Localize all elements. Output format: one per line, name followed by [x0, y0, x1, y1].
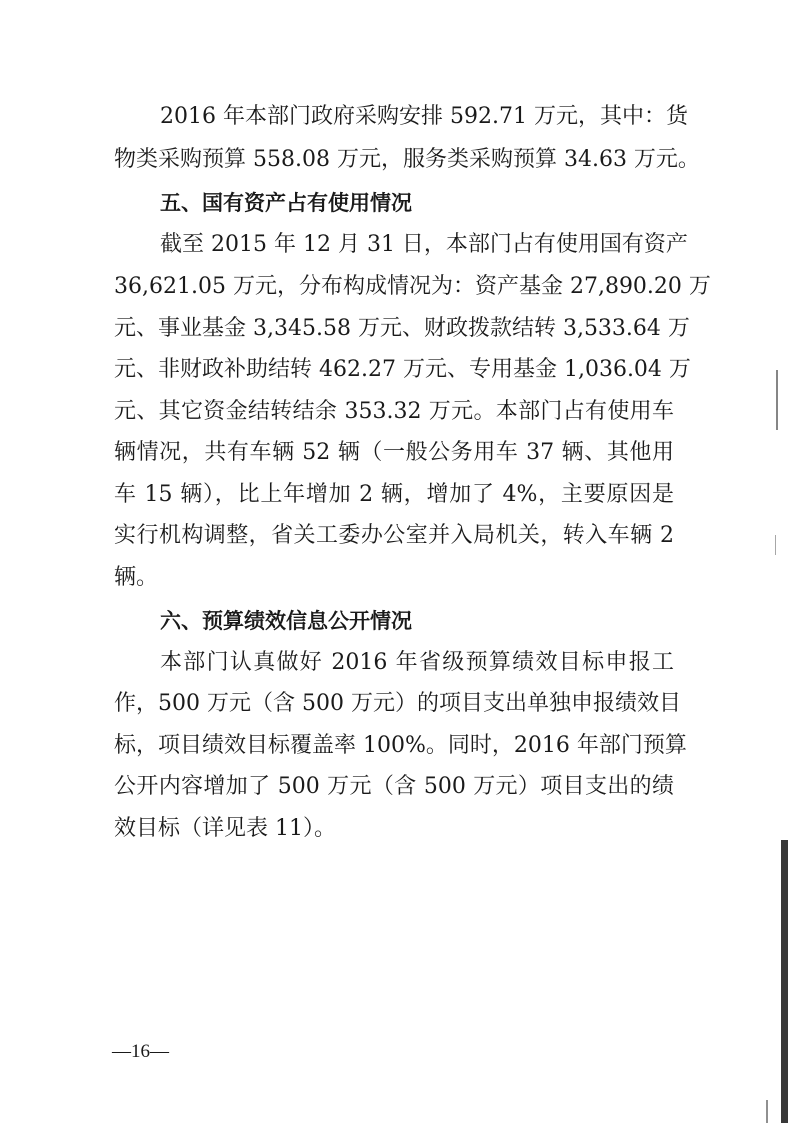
paragraph-procurement-line-2: 物类采购预算 558.08 万元，服务类采购预算 34.63 万元。 [114, 147, 700, 172]
paragraph-performance-line-2: 作，500 万元（含 500 万元）的项目支出单独申报绩效目 [114, 691, 681, 716]
scan-edge-mark [766, 1100, 768, 1123]
paragraph-assets-line-4: 元、非财政补助结转 462.27 万元、专用基金 1,036.04 万 [114, 357, 691, 382]
section-heading-state-assets: 五、国有资产占有使用情况 [160, 191, 412, 215]
paragraph-performance-line-1: 本部门认真做好 2016 年省级预算绩效目标申报工 [160, 650, 674, 675]
paragraph-performance-line-5: 效目标（详见表 11）。 [114, 816, 336, 841]
paragraph-assets-line-7: 车 15 辆），比上年增加 2 辆，增加了 4%，主要原因是 [114, 482, 674, 507]
paragraph-performance-line-4: 公开内容增加了 500 万元（含 500 万元）项目支出的绩 [114, 774, 674, 799]
paragraph-assets-line-8: 实行机构调整，省关工委办公室并入局机关，转入车辆 2 [114, 523, 674, 548]
paragraph-assets-line-6: 辆情况，共有车辆 52 辆（一般公务用车 37 辆、其他用 [114, 440, 674, 465]
paragraph-assets-line-3: 元、事业基金 3,345.58 万元、财政拨款结转 3,533.64 万 [114, 316, 690, 341]
paragraph-assets-line-2: 36,621.05 万元，分布构成情况为：资产基金 27,890.20 万 [114, 274, 711, 299]
paragraph-performance-line-3: 标，项目绩效目标覆盖率 100%。同时，2016 年部门预算 [114, 733, 687, 758]
paragraph-assets-line-1: 截至 2015 年 12 月 31 日，本部门占有使用国有资产 [160, 232, 688, 257]
scan-edge-mark [775, 535, 776, 555]
page-number: —16— [112, 1041, 169, 1062]
section-heading-performance-info: 六、预算绩效信息公开情况 [160, 609, 412, 633]
paragraph-procurement-line-1: 2016 年本部门政府采购安排 592.71 万元，其中：货 [160, 104, 688, 129]
paragraph-assets-line-9: 辆。 [114, 565, 159, 590]
scan-edge-shadow [781, 840, 788, 1123]
paragraph-assets-line-5: 元、其它资金结转结余 353.32 万元。本部门占有使用车 [114, 399, 674, 424]
scan-edge-mark [776, 370, 778, 430]
